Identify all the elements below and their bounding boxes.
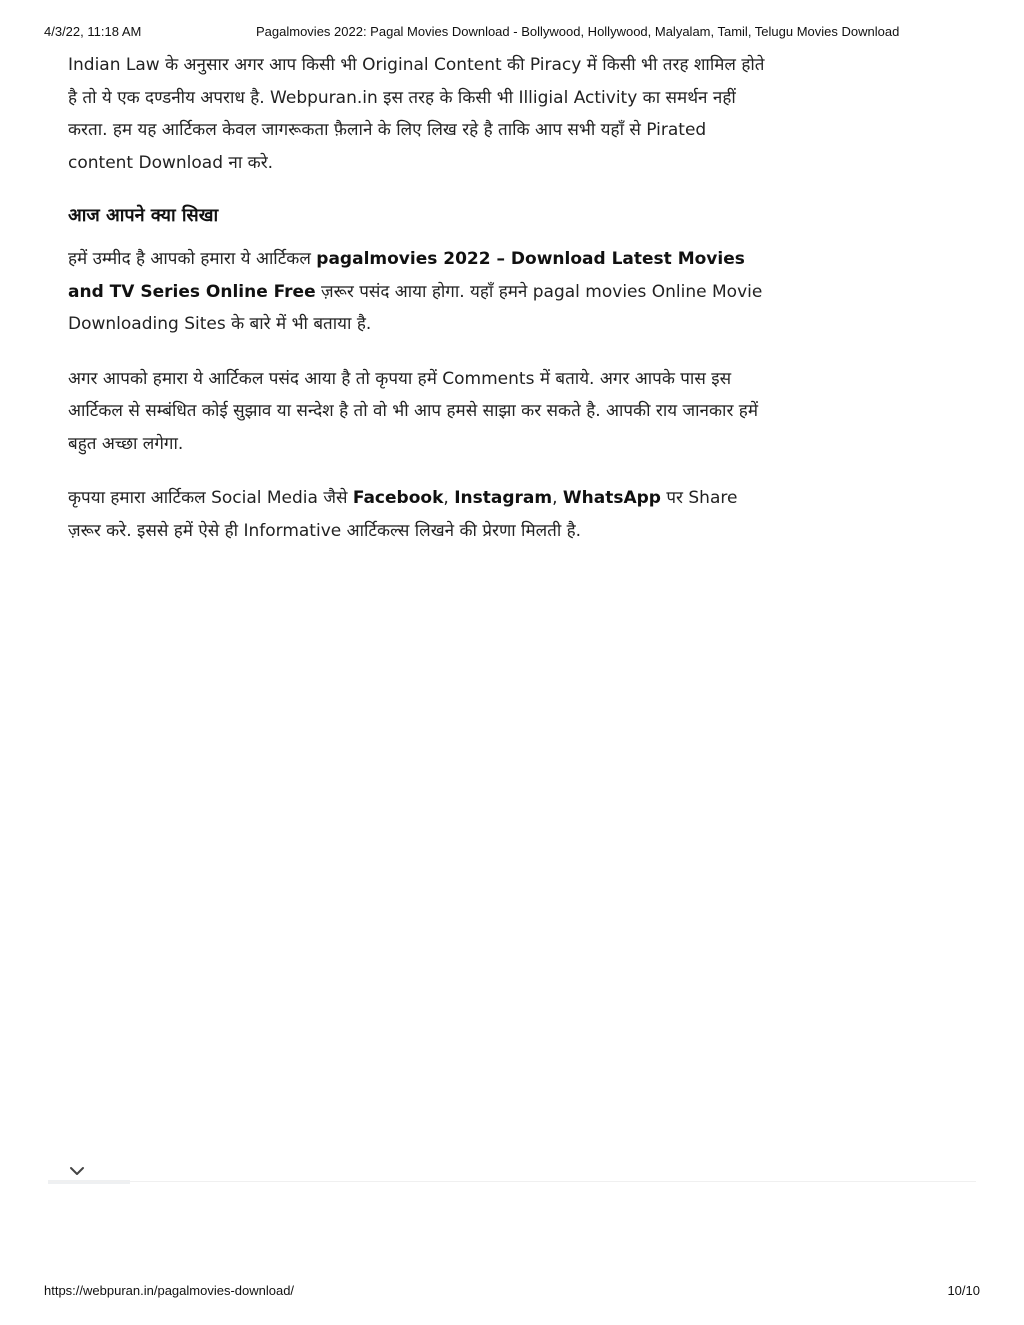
instagram-label: Instagram <box>454 488 553 508</box>
whatsapp-label: WhatsApp <box>562 488 661 508</box>
print-footer <box>44 1283 980 1301</box>
disclaimer-paragraph: Indian Law के अनुसार अगर आप किसी भी Original Content की Piracy में किसी भी तरह शामिल होते है तो ये एक दण्डनीय अपराध है. Webpuran.in इस तरह के किसी भी Illigial Activity का समर्थन नहीं करता. हम यह आर्टिकल केवल जागरूकता फ़ैलाने के लिए लिख रहे है ताकि आप सभी यहाँ से Pirated content Download ना करे. <box>68 55 765 173</box>
separator: , <box>552 488 563 508</box>
print-page-title: Pagalmovies 2022: Pagal Movies Download - Bollywood, Hollywood, Malyalam, Tamil, Telugu Movies Download <box>256 24 900 39</box>
summary-text-end: ज़रूर पसंद आया होगा. यहाँ हमने pagal movies Online Movie Downloading Sites के बारे में भी बताया है. <box>68 281 763 334</box>
feedback-paragraph: अगर आपको हमारा ये आर्टिकल पसंद आया है तो कृपया हमें Comments में बताये. अगर आपके पास इस आर्टिकल से सम्बंधित कोई सुझाव या सन्देश है तो वो भी आप हमसे साझा कर सकते है. आपकी राय जानकार हमें बहुत अच्छा लगेगा. <box>68 368 758 454</box>
summary-paragraph <box>68 243 768 341</box>
section-heading: आज आपने क्या सिखा <box>68 205 219 226</box>
chevron-down-icon[interactable] <box>68 1163 86 1177</box>
share-text-start: कृपया हमारा आर्टिकल Social Media जैसे <box>68 488 353 508</box>
summary-text-start: हमें उम्मीद है आपको हमारा ये आर्टिकल <box>68 249 317 269</box>
page-count: 10/10 <box>947 1283 980 1298</box>
article-body <box>68 49 768 569</box>
print-header <box>44 24 980 42</box>
facebook-label: Facebook <box>352 488 444 508</box>
print-url: https://webpuran.in/pagalmovies-download/ <box>44 1283 295 1298</box>
separator: , <box>443 488 455 508</box>
share-text-end: पर Share ज़रूर करे. इससे हमें ऐसे ही Informative आर्टिकल्स लिखने की प्रेरणा मिलती है. <box>68 488 738 541</box>
share-paragraph <box>68 482 768 547</box>
article-title-bold: pagalmovies 2022 – Download Latest Movies and TV Series Online Free <box>68 249 745 302</box>
print-datetime: 4/3/22, 11:18 AM <box>44 24 142 39</box>
section-divider <box>48 1181 976 1182</box>
